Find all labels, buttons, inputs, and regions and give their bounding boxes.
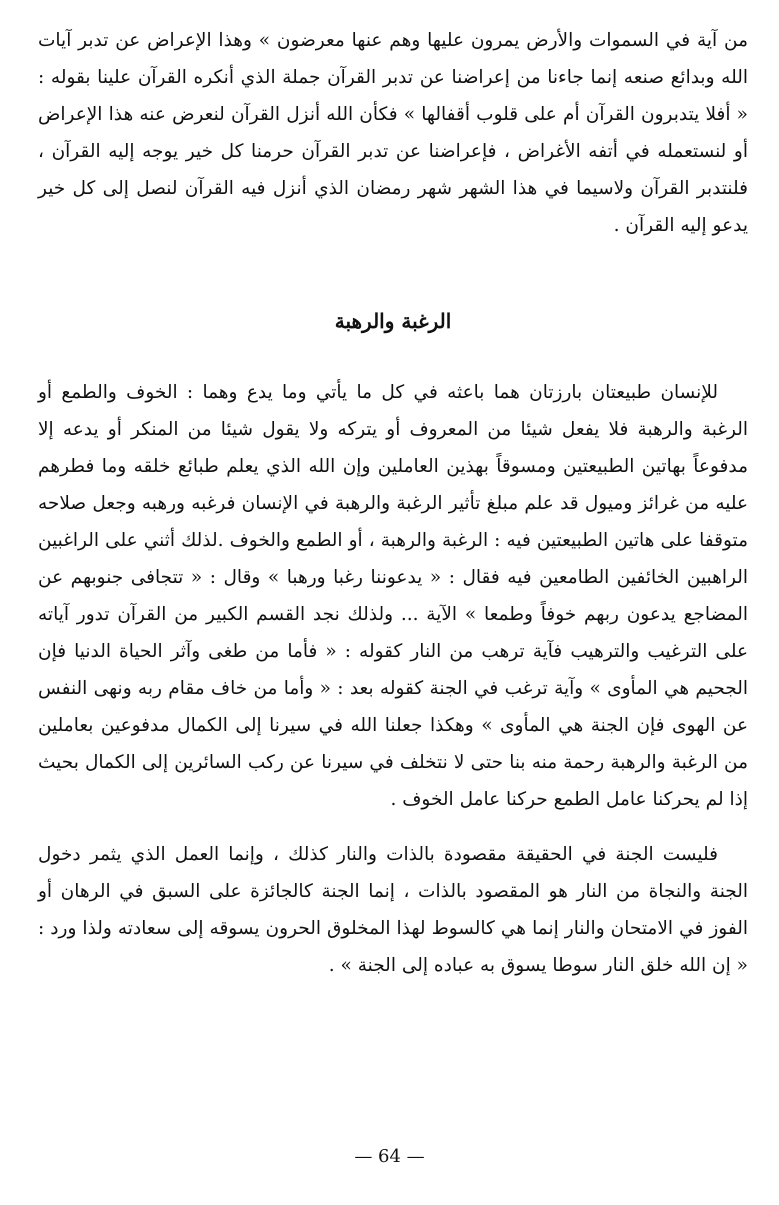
book-page: [38, 22, 748, 1182]
section-heading: الرغبة والرهبة: [334, 309, 452, 333]
paragraph-paradise-fire: فليست الجنة في الحقيقة مقصودة بالذات والنار كذلك ، وإنما العمل الذي يثمر دخول الجنة والنجاة من النار هو المقصود بالذات ، إنما الجنة كالجائزة على السبق في الرهان أو الفوز في الامتحان والنار إنما هي كالسوط لهذا المخلوق الحرون يسوقه إلى سعادته ولذا ورد : « إن الله خلق النار سوطا يسوق به عباده إلى الجنة » .: [38, 844, 748, 976]
paragraph-desire-fear: للإنسان طبيعتان بارزتان هما باعثه في كل ما يأتي وما يدع وهما : الخوف والطمع أو الرغبة والرهبة فلا يفعل شيئا من المعروف أو يتركه ولا يقول شيئا من المنكر أو يدعه إلا مدفوعاً بهاتين الطبيعتين ومسوقاً بهذين العاملين وإن الله الذي يعلم طبائع خلقه وما فطرهم عليه من غرائز وميول قد علم مبلغ تأثير الرغبة والرهبة في الإنسان فرغبه ورهبه وجعل صلاحه متوقفا على هاتين الطبيعتين فيه : الرغبة والرهبة ، أو الطمع والخوف .لذلك أثني على الراغبين الراهبين الخائفين الطامعين فيه فقال : « يدعوننا رغبا ورهبا » وقال : « تتجافى جنوبهم عن المضاجع يدعون ربهم خوفاً وطمعا » الآية ... ولذلك نجد القسم الكبير من القرآن تدور آياته على الترغيب والترهيب فآية ترهب من النار كقوله : « فأما من طغى وآثر الحياة الدنيا فإن الجحيم هي المأوى » وآية ترغب في الجنة كقوله بعد : « وأما من خاف مقام ربه ونهى النفس عن الهوى فإن الجنة هي المأوى » وهكذا جعلنا الله في سيرنا إلى الكمال مدفوعين بعاملين من الرغبة والرهبة رحمة منه بنا حتى لا نتخلف في سيرنا عن ركب السائرين إلى الكمال بحيث إذا لم يحركنا عامل الطمع حركنا عامل الخوف .: [38, 382, 748, 810]
page-number: — 64 —: [354, 1146, 425, 1167]
paragraph-quran-reflection: من آية في السموات والأرض يمرون عليها وهم عنها معرضون » وهذا الإعراض عن تدبر آيات الله وبدائع صنعه إنما جاءنا من إعراضنا عن تدبر القرآن جملة الذي أنكره القرآن علينا بقوله : « أفلا يتدبرون القرآن أم على قلوب أقفالها » فكأن الله أنزل القرآن لنعرض عنه هذا الإعراض أو لنستعمله في أتفه الأغراض ، فإعراضنا عن تدبر القرآن حرمنا كل خير يوجه إليه القرآن ، فلنتدبر القرآن ولاسيما في هذا الشهر شهر رمضان الذي أنزل فيه القرآن لنصل إلى كل خير يدعو إليه القرآن .: [38, 30, 748, 236]
